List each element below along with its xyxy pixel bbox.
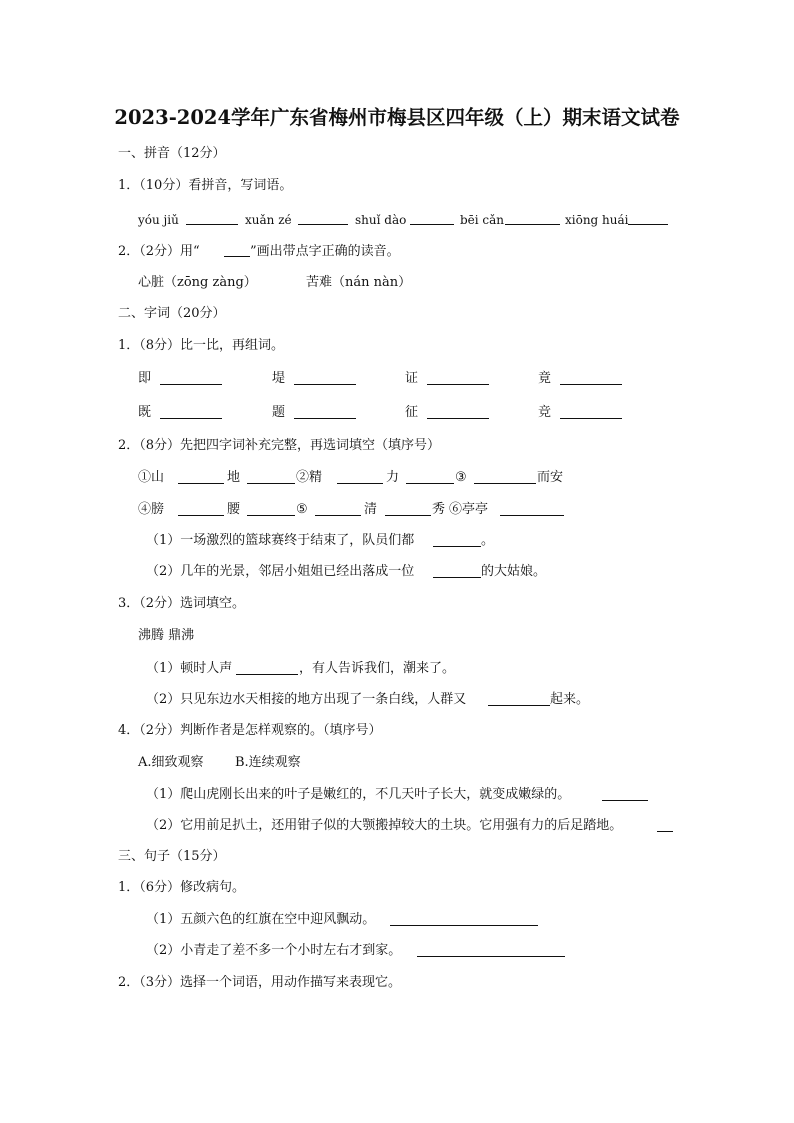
answer-blank[interactable] xyxy=(294,384,356,385)
char-item: 竞 xyxy=(538,405,552,420)
char-item: 竟 xyxy=(538,371,552,386)
question-text: 4．（2分）判断作者是怎样观察的。（填序号） xyxy=(118,723,382,738)
answer-blank[interactable] xyxy=(160,384,222,385)
answer-blank[interactable] xyxy=(427,384,489,385)
question-text: 1．（8分）比一比，再组词。 xyxy=(118,338,285,353)
idiom-part: 腰 xyxy=(227,502,241,517)
sentence-text: （2）只见东边水天相接的地方出现了一条白线，人群又 xyxy=(146,692,467,707)
idiom-part: ⑤ xyxy=(296,502,308,517)
pinyin-word: yóu jiǔ xyxy=(138,213,179,227)
char-item: 既 xyxy=(138,405,152,420)
option-a: A.细致观察 xyxy=(138,755,204,770)
question-text: 2．（2分）用“ xyxy=(118,244,200,259)
answer-blank[interactable] xyxy=(298,224,348,225)
idiom-part: 力 xyxy=(386,470,400,485)
question-text: 3．（2分）选词填空。 xyxy=(118,596,246,611)
answer-blank[interactable] xyxy=(337,483,383,484)
answer-blank[interactable] xyxy=(500,515,564,516)
section-heading-pinyin: 一、拼音（12分） xyxy=(118,146,226,161)
pinyin-word: bēi cǎn xyxy=(460,213,505,227)
question-text: 2．（8分）先把四字词补充完整，再选词填空（填序号） xyxy=(118,438,441,453)
char-item: 题 xyxy=(272,405,286,420)
section-heading-juzi: 三、句子（15分） xyxy=(118,849,226,864)
char-item: 征 xyxy=(405,405,419,420)
answer-blank[interactable] xyxy=(315,515,361,516)
answer-blank[interactable] xyxy=(236,674,298,675)
char-item: 证 xyxy=(405,371,419,386)
question-text: ”画出带点字正确的读音。 xyxy=(250,244,400,259)
answer-blank[interactable] xyxy=(178,515,224,516)
answer-blank[interactable] xyxy=(294,418,356,419)
sentence-text: 的大姑娘。 xyxy=(481,564,547,579)
answer-blank[interactable] xyxy=(247,515,295,516)
idiom-part: ⑥亭亭 xyxy=(449,502,489,517)
question-text: 1．（10分）看拼音，写词语。 xyxy=(118,178,293,193)
option-b: B.连续观察 xyxy=(235,755,301,770)
sentence-text: （1）一场激烈的篮球赛终于结束了，队员们都 xyxy=(146,533,415,548)
answer-blank[interactable] xyxy=(417,956,565,957)
idiom-part: 而安 xyxy=(537,470,564,485)
idiom-part: 地 xyxy=(227,470,241,485)
sentence-text: ，有人告诉我们，潮来了。 xyxy=(299,661,456,676)
idiom-part: ③ xyxy=(455,470,467,485)
answer-blank[interactable] xyxy=(178,483,224,484)
answer-blank[interactable] xyxy=(560,418,622,419)
idiom-part: 清 xyxy=(364,502,378,517)
sentence-text: （2）小青走了差不多一个小时左右才到家。 xyxy=(146,943,402,958)
idiom-part: ④膀 xyxy=(138,502,165,517)
sentence-text: 起来。 xyxy=(550,692,590,707)
pinyin-word: xuǎn zé xyxy=(245,213,292,227)
answer-blank[interactable] xyxy=(560,384,622,385)
sentence-text: （2）几年的光景，邻居小姐姐已经出落成一位 xyxy=(146,564,415,579)
idiom-part: 秀 xyxy=(432,502,446,517)
sentence-text: （1）爬山虎刚长出来的叶子是嫩红的，不几天叶子长大，就变成嫩绿的。 xyxy=(146,787,571,802)
answer-blank[interactable] xyxy=(657,831,673,832)
answer-blank[interactable] xyxy=(385,515,431,516)
underline-sample xyxy=(224,256,250,257)
answer-blank[interactable] xyxy=(602,800,648,801)
word-choices: 沸腾 鼎沸 xyxy=(138,628,195,643)
answer-blank[interactable] xyxy=(488,705,550,706)
answer-blank[interactable] xyxy=(427,418,489,419)
answer-blank[interactable] xyxy=(410,224,454,225)
answer-blank[interactable] xyxy=(160,418,222,419)
char-item: 即 xyxy=(138,371,152,386)
section-heading-ciyu: 二、字词（20分） xyxy=(118,306,226,321)
sentence-text: （1）五颜六色的红旗在空中迎风飘动。 xyxy=(146,912,376,927)
page-title: 2023-2024学年广东省梅州市梅县区四年级（上）期末语文试卷 xyxy=(114,106,680,129)
answer-blank[interactable] xyxy=(390,925,538,926)
sentence-text: （2）它用前足扒土，还用钳子似的大颚搬掉较大的土块。它用强有力的后足踏地。 xyxy=(146,818,623,833)
pronunciation-item[interactable]: 心脏（zōng zàng） xyxy=(138,275,257,290)
answer-blank[interactable] xyxy=(433,546,481,547)
question-text: 1．（6分）修改病句。 xyxy=(118,880,246,895)
char-item: 堤 xyxy=(272,371,286,386)
idiom-part: ①山 xyxy=(138,470,165,485)
pinyin-word: shuǐ dào xyxy=(355,213,407,227)
answer-blank[interactable] xyxy=(406,483,454,484)
answer-blank[interactable] xyxy=(247,483,295,484)
question-text: 2．（3分）选择一个词语，用动作描写来表现它。 xyxy=(118,975,402,990)
pronunciation-item[interactable]: 苦难（nán nàn） xyxy=(306,275,412,290)
answer-blank[interactable] xyxy=(474,483,536,484)
answer-blank[interactable] xyxy=(433,577,481,578)
answer-blank[interactable] xyxy=(628,224,668,225)
sentence-text: 。 xyxy=(481,533,495,548)
idiom-part: ②精 xyxy=(296,470,323,485)
answer-blank[interactable] xyxy=(186,224,238,225)
answer-blank[interactable] xyxy=(505,224,560,225)
sentence-text: （1）顿时人声 xyxy=(146,661,233,676)
pinyin-word: xiōng huái xyxy=(565,213,629,227)
